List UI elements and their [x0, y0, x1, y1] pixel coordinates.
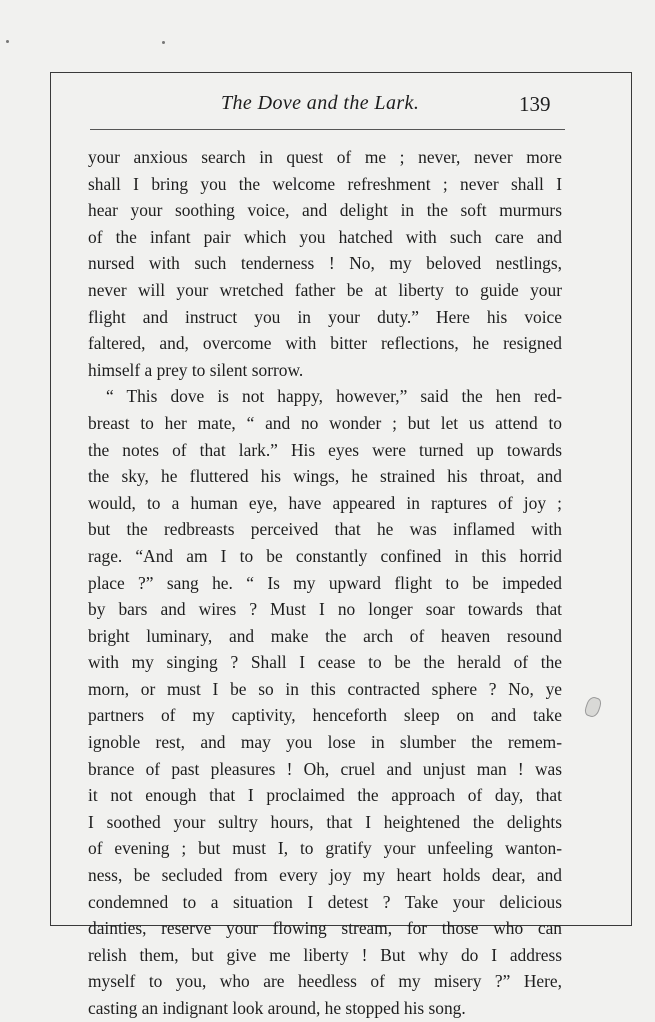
text-line: but the redbreasts perceived that he was inflamed with: [88, 519, 562, 540]
text-line: of evening ; but must I, to gratify your unfeeling wanton-: [88, 838, 562, 859]
text-line: would, to a human eye, have appeared in raptures of joy ;: [88, 492, 562, 513]
header-rule: [90, 129, 565, 130]
text-line: nursed with such tenderness ! No, my beloved nestlings,: [88, 253, 562, 274]
text-line: shall I bring you the welcome refreshment ; never shall I: [88, 173, 562, 194]
text-line: your anxious search in quest of me ; never, never more: [88, 147, 562, 167]
text-line: brance of past pleasures ! Oh, cruel and unjust man ! was: [88, 758, 562, 779]
text-line: breast to her mate, “ and no wonder ; but let us attend to: [88, 412, 562, 433]
page-speck: [162, 41, 165, 44]
text-line: by bars and wires ? Must I no longer soar towards that: [88, 599, 562, 620]
text-line: place ?” sang he. “ Is my upward flight to be impeded: [88, 572, 562, 593]
text-line: the notes of that lark.” His eyes were turned up towards: [88, 439, 562, 460]
text-line: of the infant pair which you hatched with such care and: [88, 226, 562, 247]
text-line: faltered, and, overcome with bitter reflections, he resigned: [88, 333, 562, 354]
text-line: relish them, but give me liberty ! But why do I address: [88, 944, 562, 965]
paragraph-end-line: himself a prey to silent sorrow.: [88, 359, 304, 380]
text-line: ignoble rest, and may you lose in slumber the remem-: [88, 732, 562, 753]
text-line: morn, or must I be so in this contracted sphere ? No, ye: [88, 678, 562, 699]
text-line: the sky, he fluttered his wings, he strained his throat, and: [88, 466, 562, 487]
text-line: never will your wretched father be at liberty to guide your: [88, 279, 562, 300]
text-line: it not enough that I proclaimed the approach of day, that: [88, 785, 562, 806]
page-number: 139: [519, 92, 551, 116]
running-head: [0, 92, 655, 122]
paragraph-end-line: casting an indignant look around, he stopped his song.: [88, 998, 466, 1018]
text-line: condemned to a situation I detest ? Take your delicious: [88, 891, 562, 912]
text-line: partners of my captivity, henceforth sleep on and take: [88, 705, 562, 726]
paragraph-start-line: “ This dove is not happy, however,” said the hen red-: [106, 386, 562, 407]
text-line: with my singing ? Shall I cease to be the herald of the: [88, 652, 562, 673]
text-line: dainties, reserve your flowing stream, for those who can: [88, 918, 562, 939]
text-line: bright luminary, and make the arch of heaven resound: [88, 625, 562, 646]
text-line: hear your soothing voice, and delight in the soft murmurs: [88, 200, 562, 221]
page-speck: [6, 40, 9, 43]
text-line: I soothed your sultry hours, that I heightened the delights: [88, 811, 562, 832]
body-text: [88, 144, 562, 1022]
running-head-title: The Dove and the Lark.: [221, 92, 420, 114]
text-line: myself to you, who are heedless of my misery ?” Here,: [88, 971, 562, 992]
text-line: rage. “And am I to be constantly confined in this horrid: [88, 545, 562, 566]
text-line: flight and instruct you in your duty.” Here his voice: [88, 306, 562, 327]
text-line: ness, be secluded from every joy my heart holds dear, and: [88, 865, 562, 886]
